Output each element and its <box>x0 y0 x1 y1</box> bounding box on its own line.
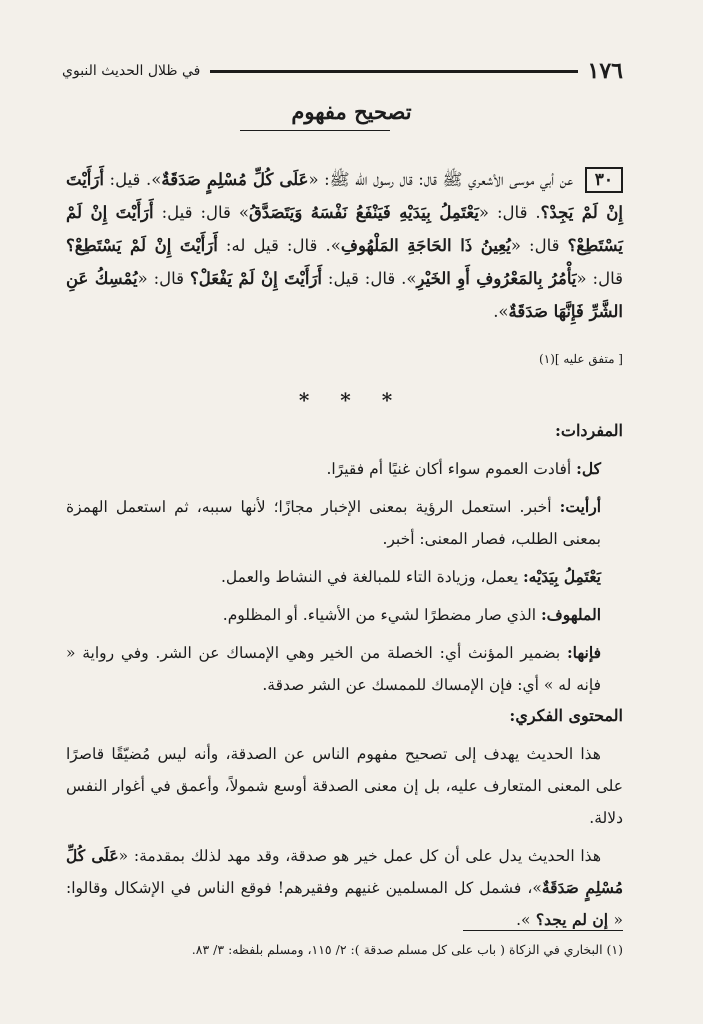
chapter-title: تصحيح مفهوم <box>291 99 412 124</box>
hadith-number-box: ٣٠ <box>585 167 623 193</box>
hadith-text-segment: ». <box>493 302 509 321</box>
vocab-term: فإنها: <box>566 643 601 662</box>
hadith-text-segment: ». قال: قيل: <box>322 269 417 288</box>
source-note: [ متفق عليه ](١) <box>539 352 623 366</box>
vocab-definition: يعمل، وزيادة التاء للمبالغة في النشاط والعمل. <box>220 568 523 586</box>
page-number: ١٧٦ <box>587 58 623 84</box>
vocab-entry <box>66 637 623 701</box>
paragraph-quote: إن لم يجد؟ <box>530 910 614 929</box>
hadith-quote: يُمْسِكُ عَنِ الشَّرِّ فَإِنَّهَا صَدَقَةٌ <box>66 269 623 321</box>
book-title: في ظلال الحديث النبوي <box>62 63 201 79</box>
vocab-term: الملهوف: <box>540 605 601 624</box>
vocab-entry <box>66 453 623 485</box>
hadith-text-segment: ». قال: قيل له: <box>217 236 341 255</box>
vocab-term: كل: <box>576 459 601 478</box>
paragraph-text: »، فشمل كل المسلمين غنيهم وفقيرهم! فوقع الناس في الإشكال وقالوا: « <box>66 879 623 929</box>
vocab-entry <box>66 599 623 631</box>
content-heading: المحتوى الفكري: <box>509 706 623 725</box>
header-rule <box>210 70 577 73</box>
vocab-definition: بضمير المؤنث أي: الخصلة من الخير وهي الإمساك عن الشر. وفي رواية « فإنه له » أي: فإن الإمساك للممسك عن الشر صدقة. <box>66 644 601 694</box>
hadith-quote: أَرَأَيْتَ إِنْ لَمْ يَسْتَطِعْ؟ <box>66 236 218 255</box>
hadith-quote: عَلَى كُلِّ مُسْلِمٍ صَدَقَةٌ <box>161 170 309 189</box>
section-separator: * * * <box>298 388 405 412</box>
narration-intro: عن أبي موسى الأشعري ﷺ قال: قال رسول الله ﷺ: « <box>308 170 574 189</box>
vocab-heading: المفردات: <box>554 421 623 440</box>
paragraph: هذا الحديث يهدف إلى تصحيح مفهوم الناس عن الصدقة، وأنه ليس مُضيّقًا قاصرًا على المعنى المتعارف عليه، بل إن معنى الصدقة أوسع شمولاً، وأعمق في أغوار النفس دلالة. <box>66 745 623 827</box>
paragraph-text: هذا الحديث يدل على أن كل عمل خير هو صدقة، وقد مهد لذلك بمقدمة: « <box>118 847 601 865</box>
hadith-quote: أَرَأَيْتَ إِنْ لَمْ يَجِدْ؟ <box>66 170 623 222</box>
hadith-quote: أَرَأَيْتَ إِنْ لَمْ يَسْتَطِعْ؟ <box>66 203 623 255</box>
vocab-term: يَعْتَمِلُ بِيَدَيْه: <box>522 567 601 586</box>
hadith-text-segment: » قال: قيل: <box>153 203 249 222</box>
vocab-term: أرأيت: <box>559 497 601 516</box>
vocab-definition: أخبر. استعمل الرؤية بمعنى الإخبار مجازًا؛ لأنها سببه، ثم استعمل الهمزة بمعنى الطلب، فصار المعنى: أخبر. <box>66 498 601 548</box>
vocab-definition: أفادت العموم سواء أكان غنيًا أم فقيرًا. <box>326 460 577 478</box>
vocab-definition: الذي صار مضطرًا لشيء من الأشياء. أو المظلوم. <box>222 606 541 624</box>
hadith-text <box>66 163 623 328</box>
hadith-quote: يُعِينُ ذَا الحَاجَةِ المَلْهُوفِ <box>340 236 511 255</box>
vocab-list <box>66 453 623 707</box>
paragraph-text: ». <box>516 911 531 929</box>
hadith-text-segment: قال: « <box>576 269 623 288</box>
paragraph-quote: عَلَى كُلِّ مُسْلِمٍ صَدَقَةٌ <box>66 846 623 897</box>
paragraph <box>66 840 623 936</box>
hadith-text-segment: قال: « <box>137 269 190 288</box>
hadith-quote: يَعْتَمِلُ بِيَدَيْهِ فَيَنْفَعُ نَفْسَهُ وَيَتَصَدَّقُ <box>249 203 479 222</box>
footnote-rule <box>463 930 623 931</box>
hadith-text-segment: . قال: « <box>478 203 541 222</box>
vocab-entry <box>66 491 623 555</box>
title-underline <box>240 130 390 131</box>
footnote: (١) البخاري في الزكاة ( باب على كل مسلم صدقة ): ٢/ ١١٥، ومسلم بلفظه: ٣/ ٨٣. <box>191 942 623 957</box>
running-header <box>62 56 623 86</box>
hadith-quote: أَرَأَيْتَ إِنْ لَمْ يَفْعَلْ؟ <box>189 269 323 288</box>
hadith-text-segment: ». قيل: <box>103 170 162 189</box>
vocab-entry <box>66 561 623 593</box>
hadith-text-segment: قال: « <box>510 236 568 255</box>
hadith-quote: يَأْمُرُ بِالمَعْرُوفِ أَوِ الخَيْرِ <box>416 269 577 288</box>
content-paragraphs <box>66 738 623 942</box>
